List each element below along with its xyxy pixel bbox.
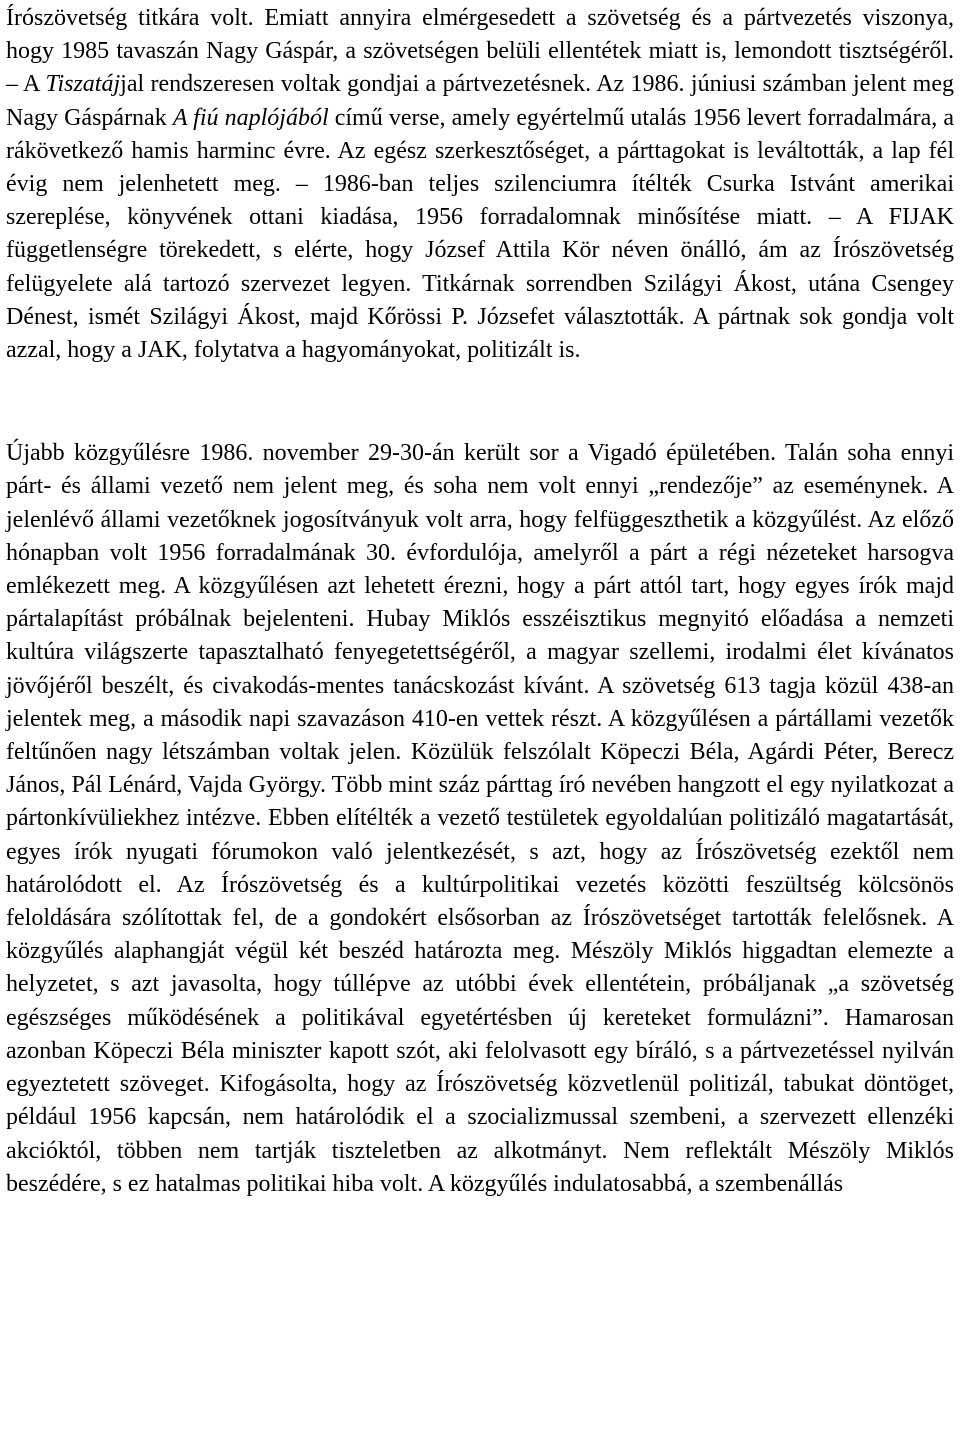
paragraph-1-text-c: című verse, amely egyértelmű utalás 1956 levert forradalmára, a rákövetkező hamis harminc évre. Az egész szerkesztőséget, a párttagokat is leváltották, a lap fél évig nem jelenhetett meg. – 1986-ban teljes szilenciumra ítélték Csurka Istvánt amerikai szereplése, könyvének ottani kiadása, 1956 forradalomnak minősítése miatt. – A FIJAK függetlenségre törekedett, s elérte, hogy József Attila Kör néven önálló, ám az Írószövetség felügyelete alá tartozó szervezet legyen. Titkárnak sorrendben Szilágyi Ákost, utána Csengey Dénest, ismét Szilágyi Ákost, majd Kőrössi P. Józsefet választották. A pártnak sok gondja volt azzal, hogy a JAK, folytatva a hagyományokat, politizált is. xyxy=(6,104,954,364)
paragraph-2: Újabb közgyűlésre 1986. november 29-30-án került sor a Vigadó épületében. Talán soha ennyi párt- és állami vezető nem jelent meg, és soha nem volt ennyi „rendezője” az eseménynek. A jelenlévő állami vezetőknek jogosítványuk volt arra, hogy felfüggeszthetik a közgyűlést. Az előző hónapban volt 1956 forradalmának 30. évfordulója, amelyről a párt a régi nézeteket harsogva emlékezett meg. A közgyűlésen azt lehetett érezni, hogy a párt attól tart, hogy egyes írók majd pártalapítást próbálnak bejelenteni. Hubay Miklós esszéisztikus megnyitó előadása a nemzeti kultúra világszerte tapasztalható fenyegetettségéről, a magyar szellemi, irodalmi élet kívánatos jövőjéről beszélt, és civakodás-mentes tanácskozást kívánt. A szövetség 613 tagja közül 438-an jelentek meg, a második napi szavazáson 410-en vettek részt. A közgyűlésen a pártállami vezetők feltűnően nagy létszámban voltak jelen. Közülük felszólalt Köpeczi Béla, Agárdi Péter, Berecz János, Pál Lénárd, Vajda György. Több mint száz párttag író nevében hangzott el egy nyilatkozat a pártonkívüliekhez intézve. Ebben elítélték a vezető testületek egyoldalúan politizáló magatartását, egyes írók nyugati fórumokon való jelentkezését, s azt, hogy az Írószövetség ezektől nem határolódott el. Az Írószövetség és a kultúrpolitikai vezetés közötti feszültség kölcsönös feloldására szólítottak fel, de a gondokért elsősorban az Írószövetséget tartották felelősnek. A közgyűlés alaphangját végül két beszéd határozta meg. Mészöly Miklós higgadtan elemezte a helyzetet, s azt javasolta, hogy túllépve az utóbbi évek ellentétein, próbáljanak „a szövetség egészséges működésének a politikával egyetértésben új kereteket formulázni”. Hamarosan azonban Köpeczi Béla miniszter kapott szót, aki felolvasott egy bíráló, s a pártvezetéssel nyilván egyeztetett szöveget. Kifogásolta, hogy az Írószövetség közvetlenül politizál, tabukat döntöget, például 1956 kapcsán, nem határolódik el a szocializmussal szembeni, a szervezett ellenzéki akcióktól, többen nem tartják tiszteletben az alkotmányt. Nem reflektált Mészöly Miklós beszédére, s ez hatalmas politikai hiba volt. A közgyűlés indulatosabbá, a szembenállás xyxy=(6,440,954,1197)
journal-title-italic: Tiszatáj xyxy=(45,71,121,98)
paragraph-1-text-a: Írószövetség titkára volt. Emiatt annyira elmérgesedett a szövetség és a pártvezetés viszonya, hogy 1985 tavaszán Nagy Gáspár, a szövetségen belüli ellentétek miatt is, lemondott tisztségéről. – A xyxy=(6,5,954,98)
paragraph-1 xyxy=(6,2,954,367)
paragraph-1-text-b: jal rendszeresen voltak gondjai a pártvezetésnek. Az 1986. júniusi számban jelent meg Nagy Gáspárnak xyxy=(6,71,954,131)
poem-title-italic: A fiú naplójából xyxy=(172,104,329,131)
document-page xyxy=(6,0,954,1201)
